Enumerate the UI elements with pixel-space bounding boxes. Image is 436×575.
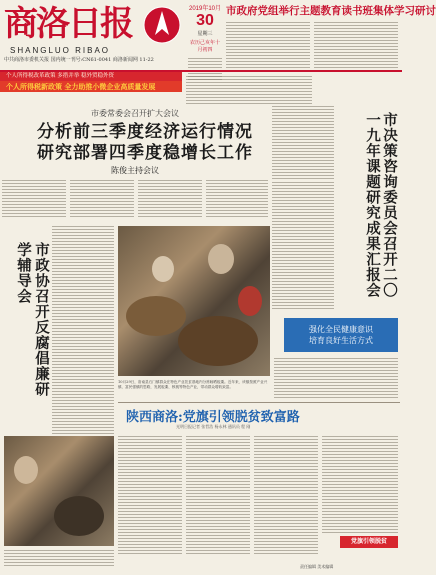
photo-caption: 10月29日，洛南县石门镇群众在特色产业扶贫基地内分拣晾晒板栗。近年来，该镇按照产业兴镇、富民强镇的思路，发展板栗、核桃等特色产业，带动群众增收致富。 xyxy=(118,380,268,389)
left-story-body xyxy=(52,224,114,434)
health-banner-line-1: 强化全民健康意识 xyxy=(309,325,373,334)
lead-story-col-3 xyxy=(138,178,202,218)
right-story-body xyxy=(272,180,334,310)
lead-story-kicker: 市委常委会召开扩大会议 xyxy=(91,109,179,118)
health-banner-line-2: 培育良好生活方式 xyxy=(309,336,373,345)
newspaper-title: 商洛日报 xyxy=(4,4,132,44)
newspaper-logo-icon xyxy=(142,5,182,45)
promo-strip xyxy=(0,72,182,94)
lead-story-deck: 陈俊主持会议 xyxy=(111,166,159,175)
bottom-story-col-2 xyxy=(186,434,250,554)
promo-strip-line-2: 个人所得税新政策 全力助推小微企业高质量发展 xyxy=(0,81,182,92)
bottom-story-byline: 光明日报记者 张哲浩 杨永林 通讯员 程 刚 xyxy=(176,424,251,429)
issue-day: 30 xyxy=(196,12,214,29)
page-editor-credit: 责任编辑 美术编辑 xyxy=(300,564,334,569)
right-column-body xyxy=(274,356,398,400)
section-divider xyxy=(118,402,400,403)
lead-story-col-1 xyxy=(2,178,66,218)
lead-story-col-2 xyxy=(70,178,134,218)
top-story-body-right xyxy=(314,20,398,68)
top-story-continued xyxy=(186,74,312,104)
newspaper-pinyin: SHANGLUO RIBAO xyxy=(10,46,111,55)
lead-story-col-4 xyxy=(206,178,268,218)
health-banner xyxy=(284,318,398,352)
bottom-story-col-1 xyxy=(118,434,182,554)
right-story-headline: 市决策咨询委员会召开二〇一九年课题研究成果汇报会 xyxy=(364,112,398,298)
publication-info: 中共商洛市委机关报 国内统一刊号:CN61-0041 商洛新闻网 11-22 xyxy=(4,57,154,63)
bottom-story-col-3 xyxy=(254,434,318,554)
issue-lunar-date: 农历己亥年十月初四 xyxy=(189,40,220,53)
promo-badge: 党旗引领脱贫 xyxy=(340,536,398,548)
promo-strip-line-1: 个人所得税改革政策 多措并举 稳外贸稳外资 xyxy=(0,72,182,81)
bottom-story-col-4 xyxy=(322,434,398,534)
top-story-body-left xyxy=(226,20,310,68)
left-story-headline: 市政协召开反腐倡廉研学辅导会 xyxy=(15,242,50,397)
top-story-headline: 市政府党组举行主题教育读书班集体学习研讨 xyxy=(226,5,436,17)
bottom-left-caption xyxy=(4,548,114,568)
right-story-body-top xyxy=(272,104,334,179)
lead-story-headline-line-2: 研究部署四季度稳增长工作 xyxy=(37,143,253,163)
news-photo xyxy=(118,226,270,376)
bottom-left-photo xyxy=(4,436,114,546)
issue-date xyxy=(188,3,222,69)
issue-year-month: 2019年10月 xyxy=(188,6,222,12)
issue-weekday: 星期三 xyxy=(197,31,213,37)
lead-story-headline-line-1: 分析前三季度经济运行情况 xyxy=(37,122,253,142)
bottom-story-headline: 陕西商洛:党旗引领脱贫致富路 xyxy=(126,410,300,425)
